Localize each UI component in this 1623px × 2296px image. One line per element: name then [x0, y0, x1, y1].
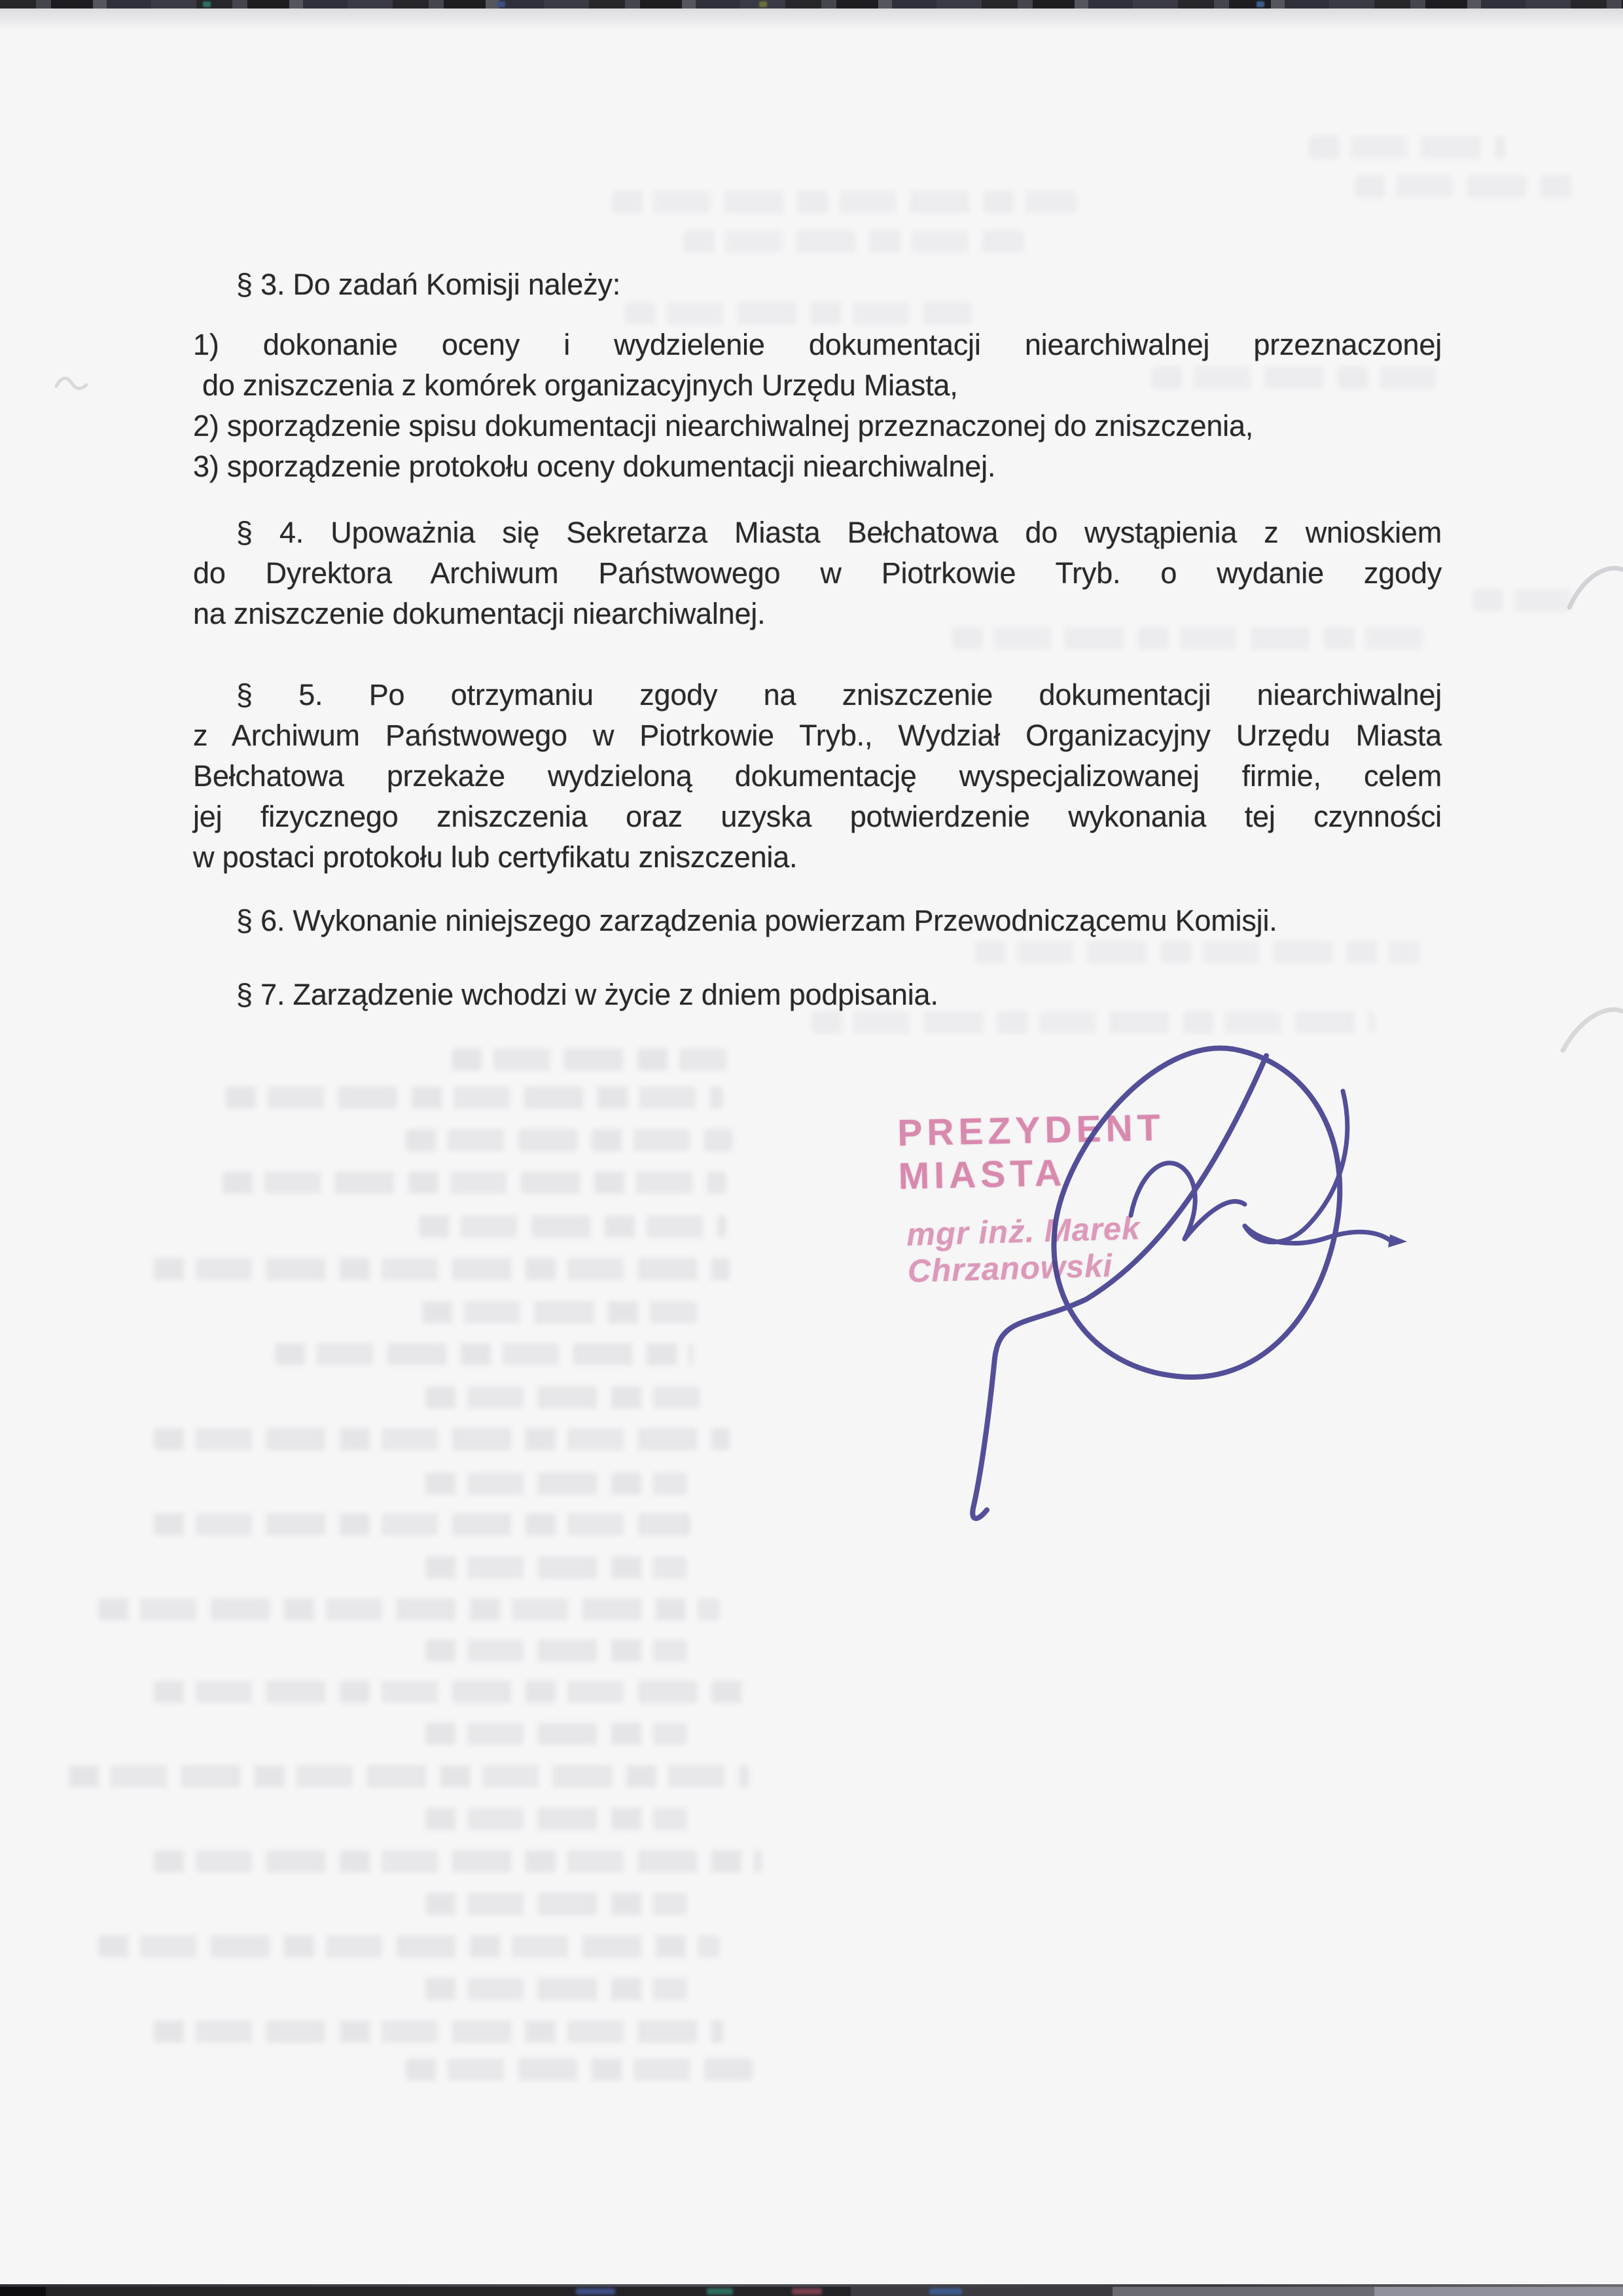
scan-edge-top-fade [0, 9, 1623, 31]
president-title-stamp: PREZYDENT MIASTA [897, 1106, 1166, 1198]
bleedthrough-line [154, 1513, 690, 1535]
text-line: § 5. Po otrzymaniu zgody na zniszczenie dokumentacji niearchiwalnej [236, 678, 1442, 711]
bleedthrough-line [226, 1086, 723, 1109]
scan-artifact-dot [1257, 1, 1264, 7]
bleedthrough-line [452, 1049, 726, 1071]
text-line: do Dyrektora Archiwum Państwowego w Piotrkowie Tryb. o wydanie zgody [193, 556, 1442, 590]
paragraph-3 [193, 264, 1442, 305]
scan-edge-bottom [0, 2287, 1623, 2296]
bleedthrough-line [98, 1935, 720, 1958]
text-line: § 7. Zarządzenie wchodzi w życie z dniem podpisania. [236, 978, 938, 1011]
bleedthrough-line [1309, 136, 1505, 158]
bleedthrough-line [425, 1556, 687, 1579]
scan-smudge-mark [52, 361, 92, 401]
list-item-2 [193, 406, 1442, 446]
scan-smudge-arc [1558, 998, 1623, 1057]
bleedthrough-line [69, 1765, 749, 1787]
text-line: jej fizycznego zniszczenia oraz uzyska potwierdzenie wykonania tej czynności [193, 800, 1442, 833]
bleedthrough-line [154, 1428, 730, 1450]
bleedthrough-line [419, 1215, 726, 1238]
bleedthrough-line [425, 1978, 687, 2000]
list-item-1 [193, 325, 1442, 406]
paragraph-4 [193, 512, 1442, 634]
scan-artifact-dot [497, 1, 505, 7]
scan-smudge-arc [1561, 556, 1623, 615]
bleedthrough-line [425, 1640, 687, 1662]
text-line: 1) dokonanie oceny i wydzielenie dokumentacji niearchiwalnej przeznaczonej [193, 328, 1442, 361]
text-line: z Archiwum Państwowego w Piotrkowie Tryb., Wydział Organizacyjny Urzędu Miasta [193, 719, 1442, 752]
bleedthrough-line [406, 1129, 733, 1151]
scan-artifact-dot [759, 1, 767, 7]
scan-artifact-dot [203, 1, 211, 7]
bleedthrough-line [98, 1598, 720, 1621]
bleedthrough-line [154, 1681, 743, 1703]
scan-artifact-smudge [929, 2288, 962, 2295]
bleedthrough-line [684, 230, 1024, 253]
text-line: 2) sporządzenie spisu dokumentacji niearchiwalnej przeznaczonej do zniszczenia, [193, 409, 1254, 442]
text-line: Bełchatowa przekaże wydzieloną dokumentację wyspecjalizowanej firmie, celem [193, 759, 1442, 793]
bleedthrough-line [154, 1258, 730, 1280]
signer-name-stamp: mgr inż. Marek Chrzanowski [906, 1210, 1141, 1289]
text-line: § 4. Upoważnia się Sekretarza Miasta Bełchatowa do wystąpienia z wnioskiem [236, 516, 1442, 549]
paragraph-7 [193, 975, 1442, 1015]
bleedthrough-line [425, 1723, 687, 1745]
text-line: do zniszczenia z komórek organizacyjnych Urzędu Miasta, [202, 368, 958, 402]
bleedthrough-line [223, 1172, 726, 1194]
bleedthrough-line [406, 2058, 753, 2081]
numbered-list [193, 325, 1442, 487]
paragraph-6 [193, 901, 1442, 941]
bleedthrough-line [154, 1850, 762, 1873]
bleedthrough-line [625, 302, 972, 325]
text-line: § 3. Do zadań Komisji należy: [236, 268, 621, 301]
text-line: 3) sporządzenie protokołu oceny dokumentacji niearchiwalnej. [193, 450, 996, 483]
bleedthrough-line [425, 1473, 687, 1495]
bleedthrough-line [1355, 175, 1577, 198]
bleedthrough-line [275, 1343, 694, 1365]
bleedthrough-line [425, 1808, 687, 1830]
bleedthrough-line [425, 1893, 687, 1915]
scan-artifact-smudge [792, 2288, 822, 2295]
text-line: na zniszczenie dokumentacji niearchiwalnej. [193, 597, 766, 630]
bleedthrough-line [975, 941, 1420, 963]
bleedthrough-line [154, 2020, 723, 2043]
scan-edge-top [0, 0, 1623, 9]
paragraph-5 [193, 675, 1442, 878]
text-line: w postaci protokołu lub certyfikatu zniszczenia. [193, 840, 798, 874]
bleedthrough-line [612, 191, 1077, 213]
signature-ink [903, 1018, 1427, 1554]
bleedthrough-line [422, 1301, 697, 1323]
text-line: § 6. Wykonanie niniejszego zarządzenia powierzam Przewodniczącemu Komisji. [236, 904, 1277, 937]
list-item-3 [193, 446, 1442, 487]
scan-artifact-smudge [576, 2288, 615, 2295]
bleedthrough-line [425, 1386, 700, 1408]
scan-artifact-smudge [707, 2288, 733, 2295]
